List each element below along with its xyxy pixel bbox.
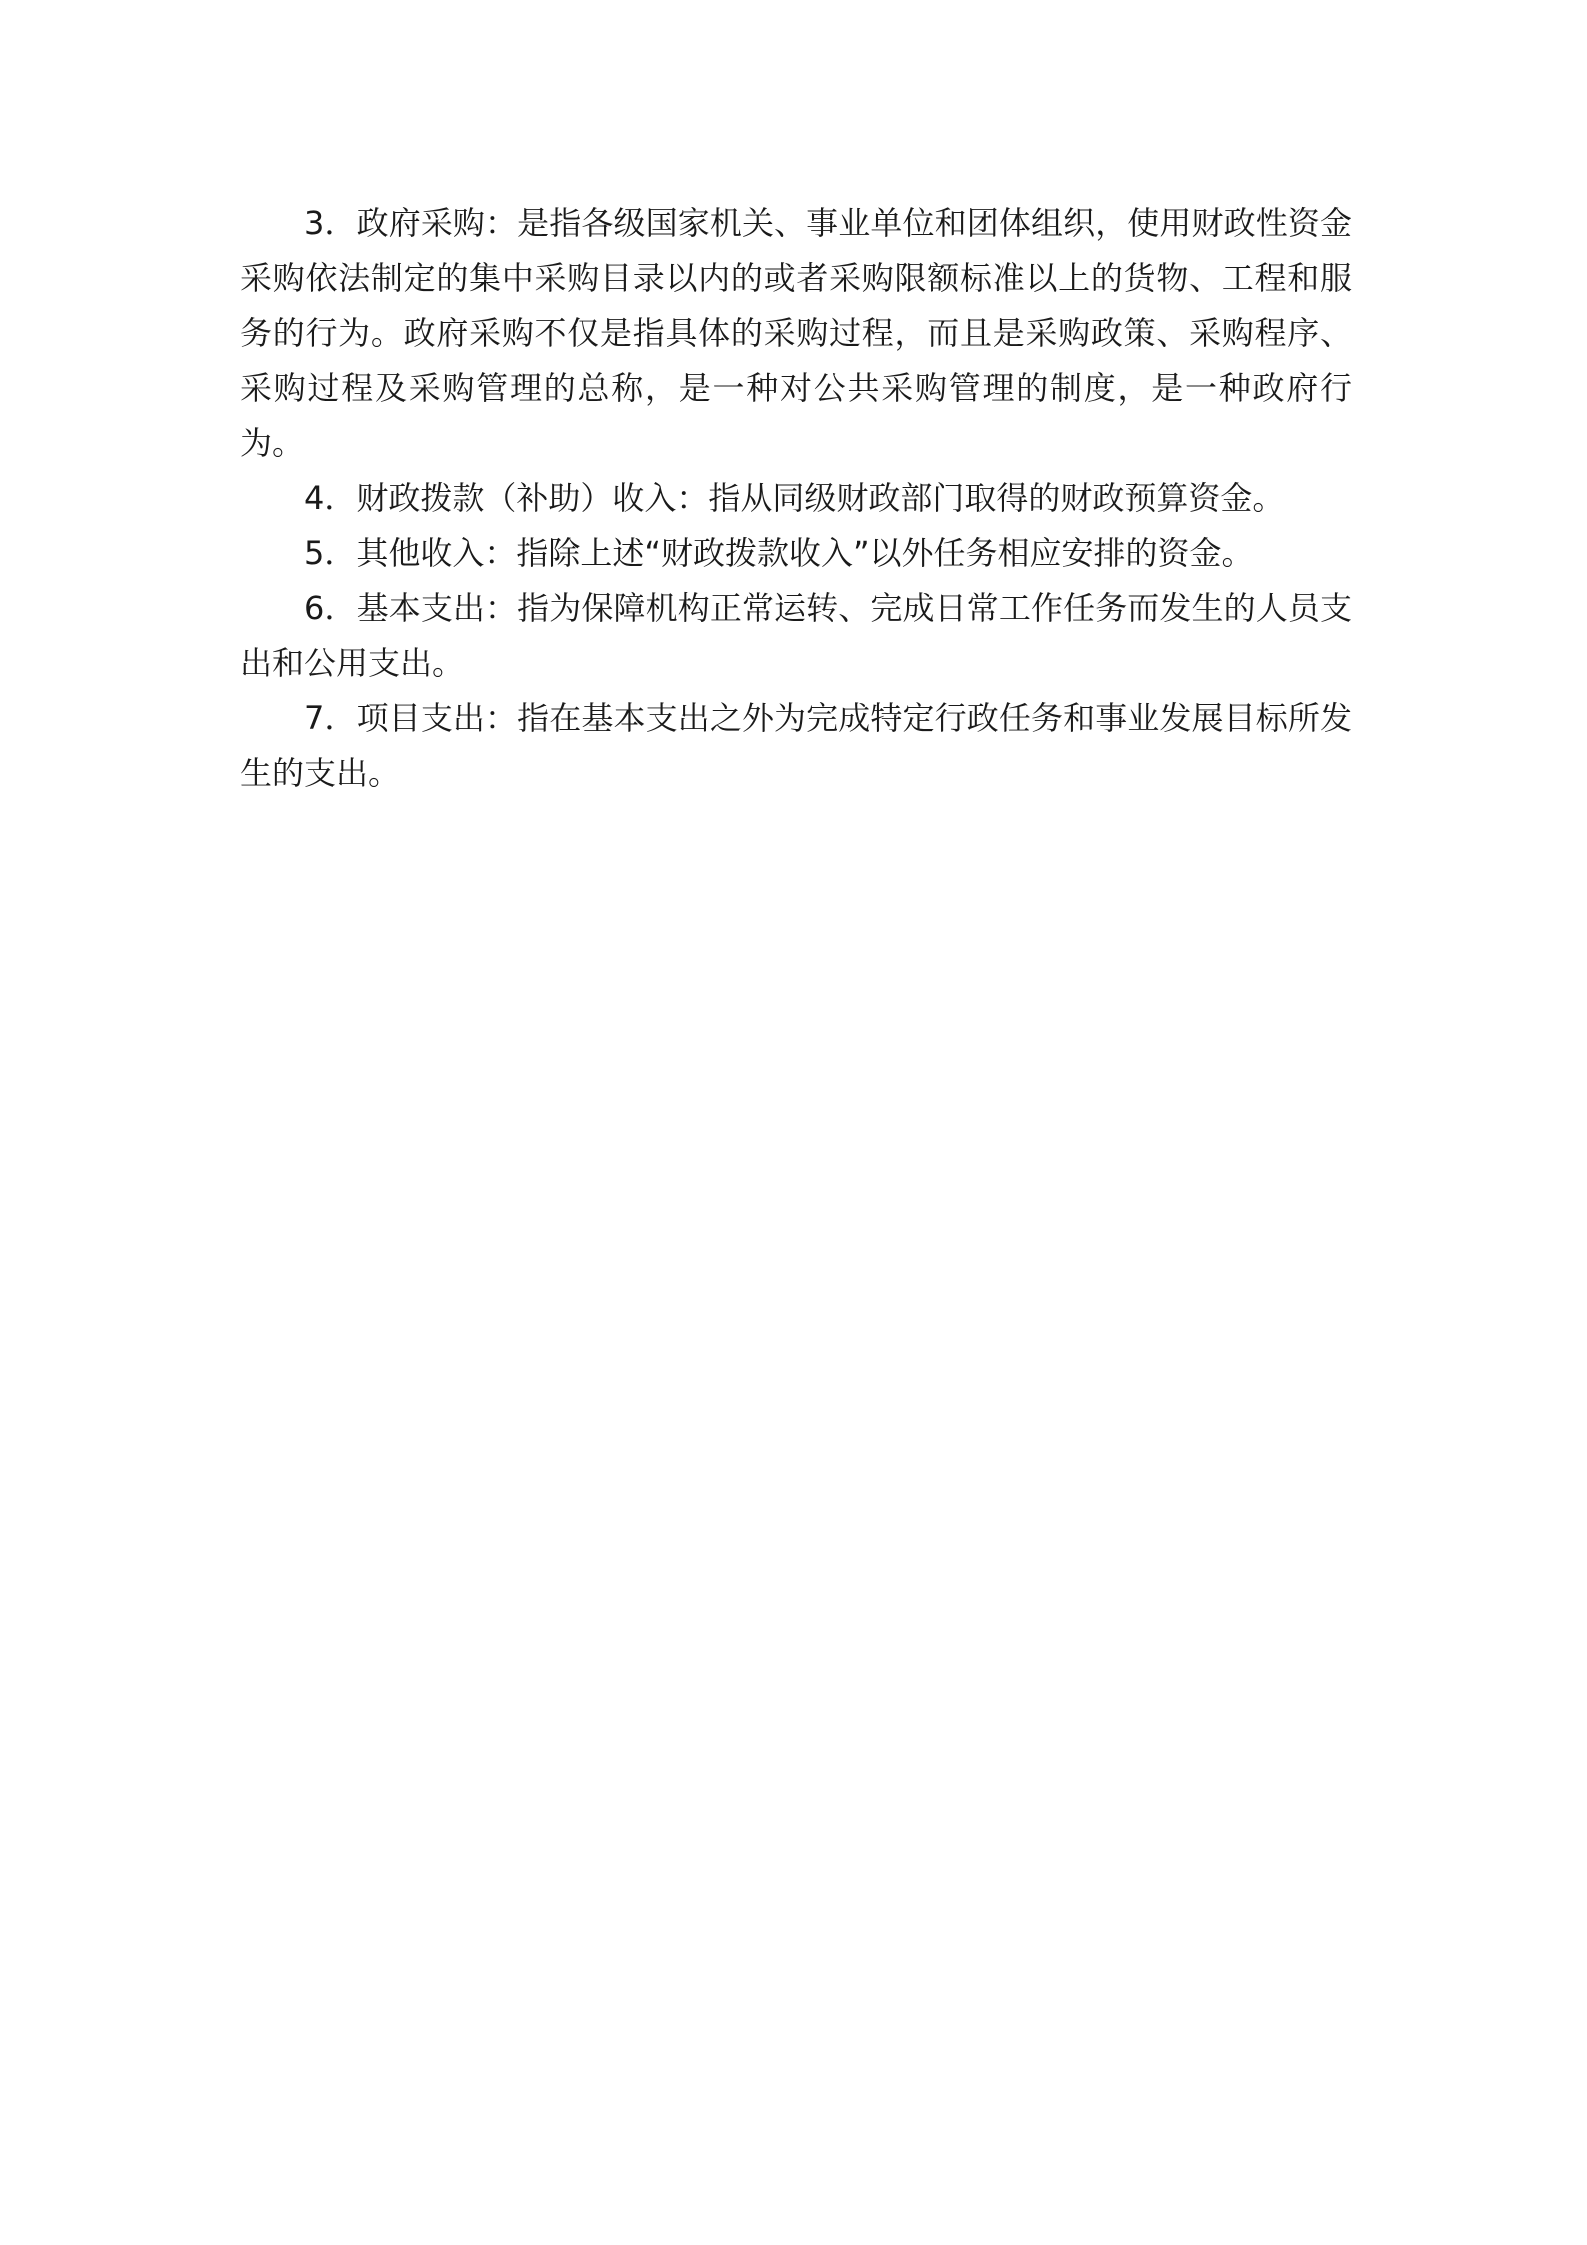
- paragraph-basic-expenditure: 6．基本支出：指为保障机构正常运转、完成日常工作任务而发生的人员支出和公用支出。: [240, 589, 1352, 682]
- paragraph-project-expenditure: 7．项目支出：指在基本支出之外为完成特定行政任务和事业发展目标所发生的支出。: [240, 699, 1352, 792]
- document-body: [240, 196, 1352, 801]
- paragraph-other-income: 5．其他收入：指除上述“财政拨款收入”以外任务相应安排的资金。: [304, 534, 1254, 572]
- paragraph-government-procurement: 3．政府采购：是指各级国家机关、事业单位和团体组织，使用财政性资金采购依法制定的集中采购目录以内的或者采购限额标准以上的货物、工程和服务的行为。政府采购不仅是指具体的采购过程，而且是采购政策、采购程序、采购过程及采购管理的总称，是一种对公共采购管理的制度，是一种政府行为。: [240, 204, 1352, 462]
- paragraph-fiscal-appropriation-income: 4．财政拨款（补助）收入：指从同级财政部门取得的财政预算资金。: [304, 479, 1285, 517]
